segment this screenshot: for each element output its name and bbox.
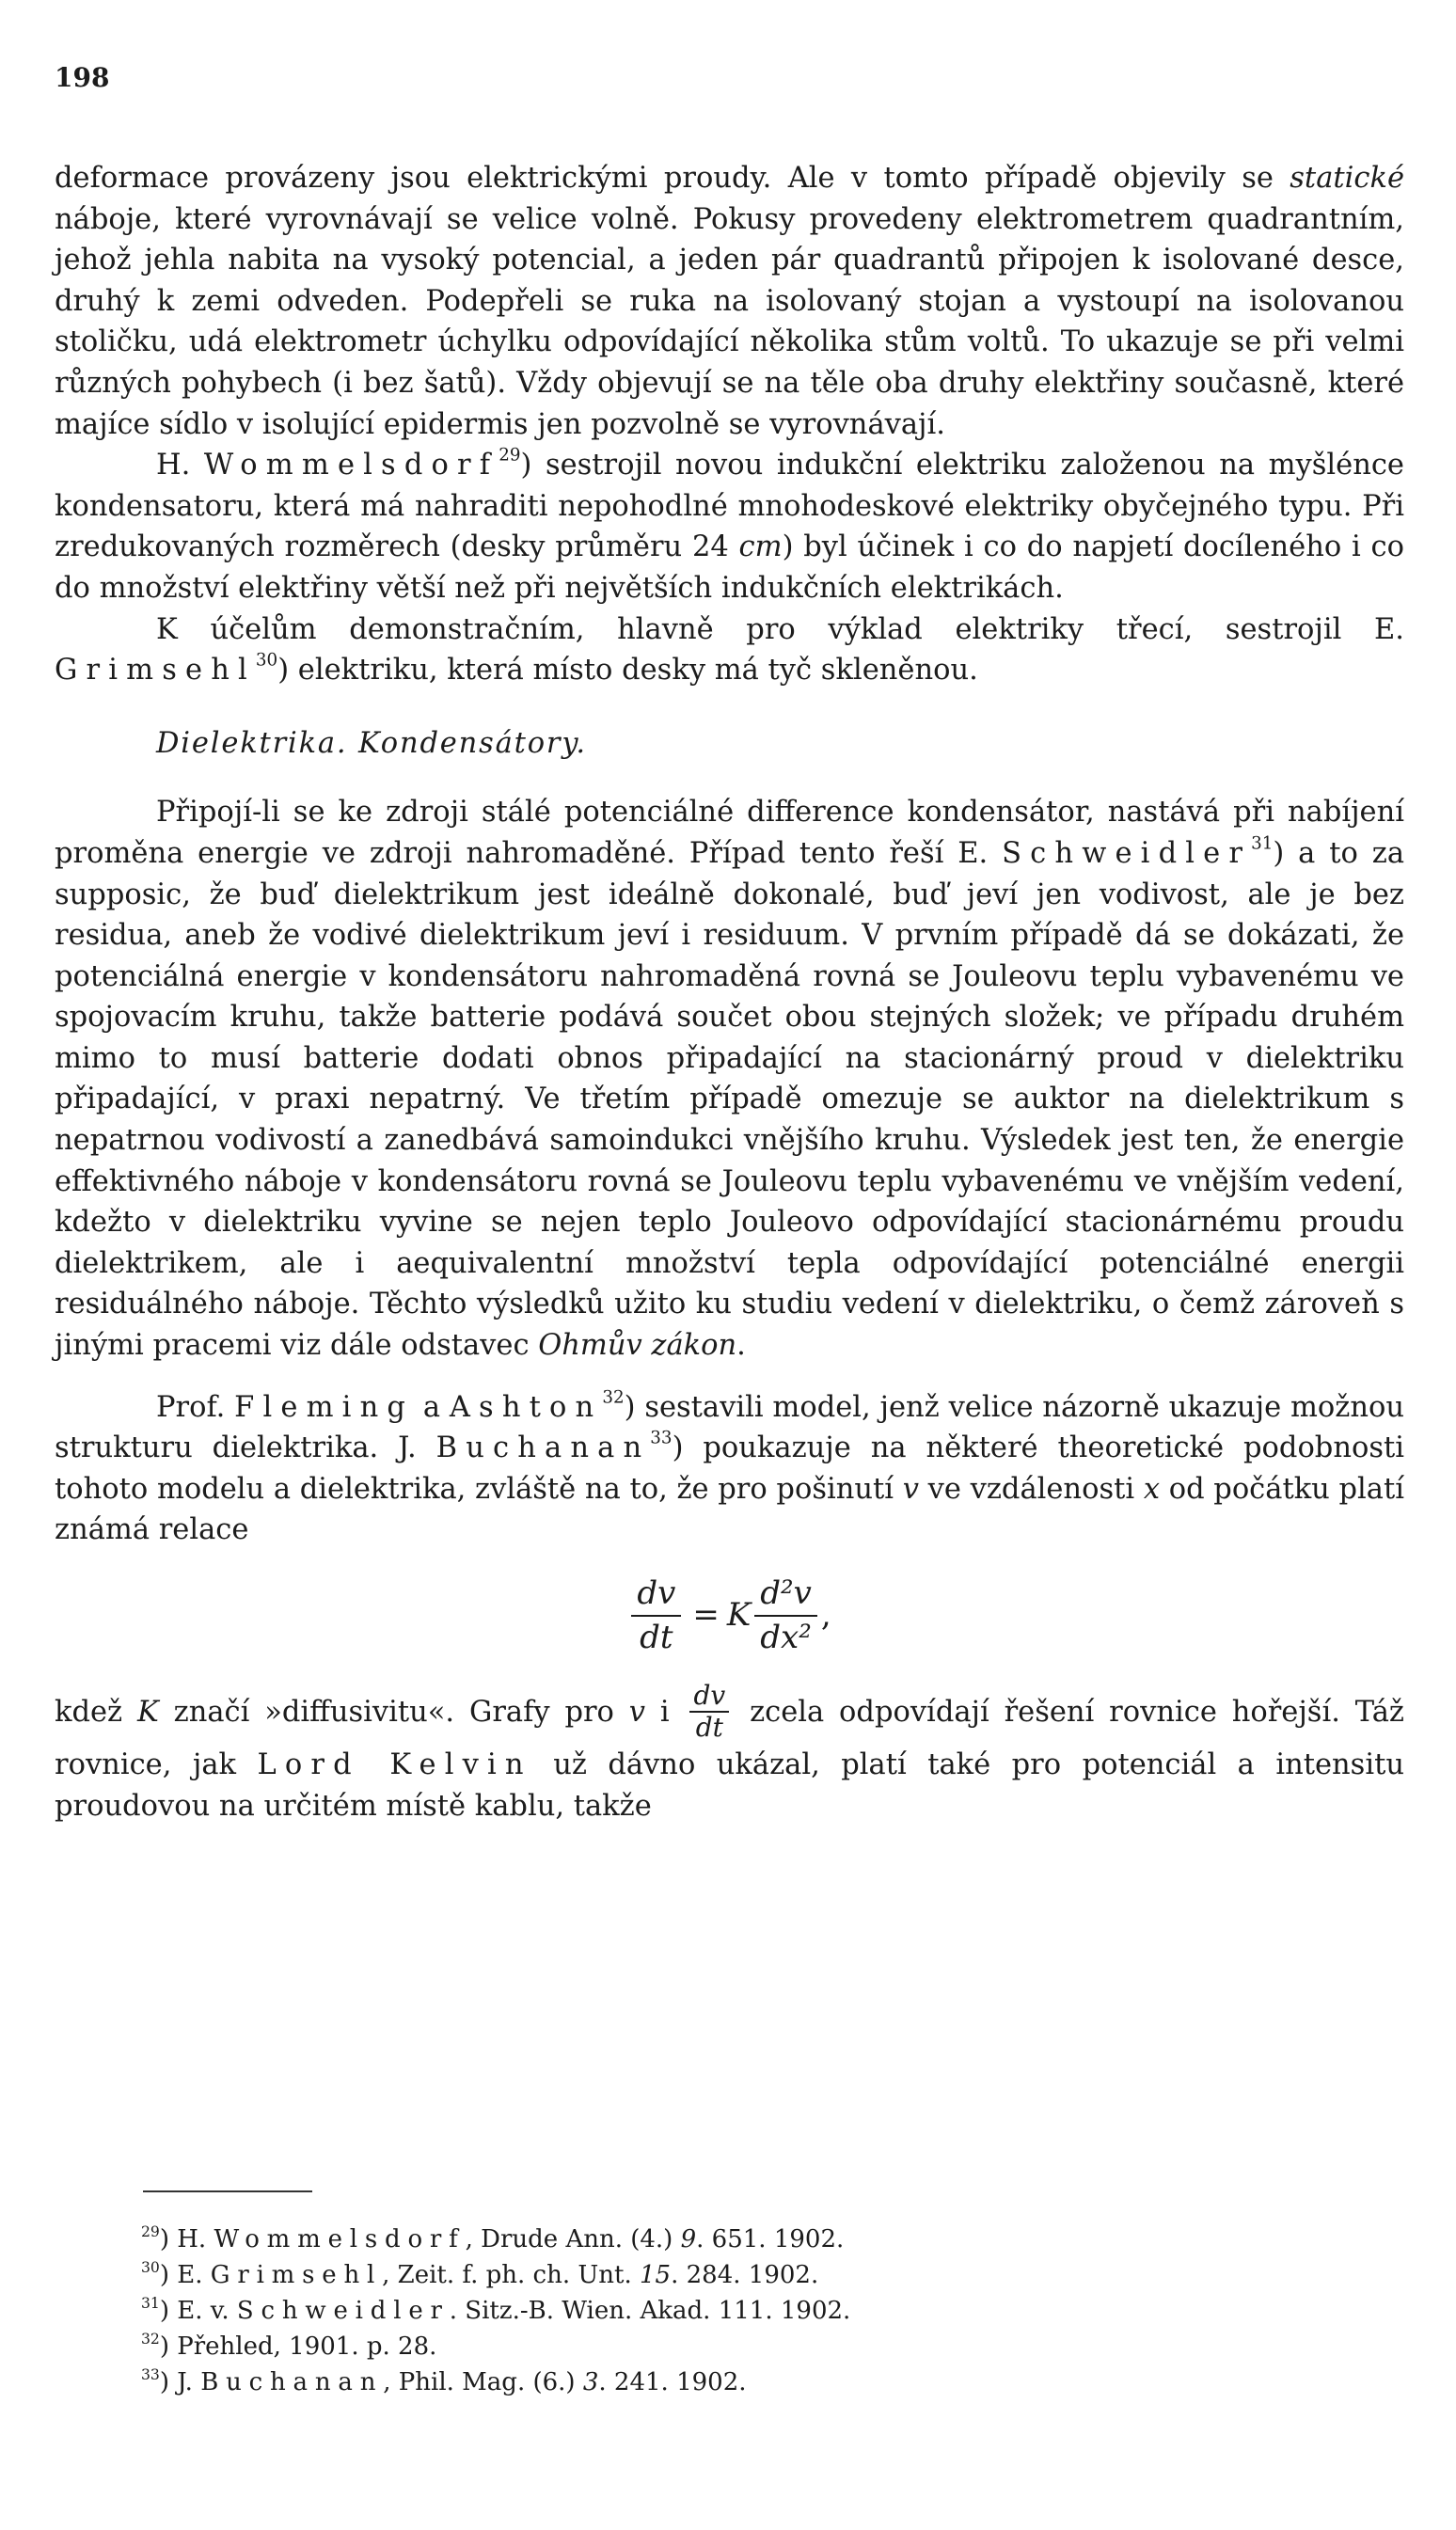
- text: ) sestrojil novou indukční elektriku založenou na myšlénce kondensatoru, která má nahraditi nepohodlné mnohodeskové elektriky obyčejného typu. Při zredukovaných rozměrech (desky průměru 24: [55, 449, 1404, 564]
- text: ve vzdálenosti: [918, 1472, 1144, 1506]
- text: a: [414, 1390, 450, 1424]
- text: .: [736, 1329, 746, 1363]
- footnotes: [141, 2222, 1364, 2400]
- equals-sign: =: [692, 1596, 720, 1635]
- rhs-fraction: [754, 1573, 817, 1656]
- text: deformace provázeny jsou elektrickými proudy. Ale v tomto případě objevily se: [55, 162, 1290, 195]
- numerator: dv: [689, 1681, 729, 1713]
- numerator: dv: [631, 1576, 681, 1617]
- author-name: Fleming: [234, 1390, 415, 1424]
- text: H.: [156, 449, 204, 482]
- text: ) E. v.: [159, 2297, 237, 2325]
- author-name: Grimsehl: [210, 2261, 383, 2289]
- footnote-mark: 32: [141, 2331, 160, 2348]
- author-name: Buchanan: [435, 1431, 651, 1465]
- text: Prof.: [156, 1390, 235, 1424]
- variable: x: [1143, 1472, 1161, 1506]
- text: , Zeit. f. ph. ch. Unt.: [382, 2261, 641, 2289]
- footnote: [141, 2364, 1364, 2400]
- lhs-fraction: [631, 1573, 681, 1656]
- author-name: Schweidler: [236, 2297, 450, 2325]
- unit: cm: [738, 530, 783, 564]
- body-text: [55, 158, 1404, 1827]
- footnote: [141, 2222, 1364, 2257]
- paragraph-5: [55, 1387, 1404, 1551]
- text: . 651. 1902.: [696, 2225, 845, 2253]
- coefficient: K: [726, 1596, 752, 1635]
- text: ) J.: [159, 2368, 201, 2396]
- variable: v: [628, 1696, 646, 1730]
- text: , Drude Ann. (4.): [465, 2225, 681, 2253]
- page-number: 198: [55, 62, 110, 93]
- author-name: Wommelsdorf: [203, 449, 499, 482]
- denominator: dt: [695, 1712, 723, 1744]
- section-reference: Ohmův zákon: [538, 1329, 737, 1363]
- text: ) E.: [159, 2261, 211, 2289]
- footnote-ref: 30: [255, 650, 278, 671]
- denominator: dt: [640, 1619, 673, 1656]
- text: ) a to za supposic, že buď dielektrikum jest ideálně dokonalé, buď jeví jen vodivost, ale je bez residua, aneb že vodivé dielektrikum jeví i residuum. V prvním případě dá se dokázati, že potenciálná energie v kondensátoru nahromaděná rovná se Jouleovu teplu vybavenému ve spojovacím kruhu, takže batterie podává součet obou stejných složek; ve případu druhém mimo to musí batterie dodati obnos připadající na stacionárný proud v dielektriku připadající, v praxi nepatrný. Ve třetím případě omezuje se auktor na dielektrikum s nepatrnou vodivostí a zanedbává samoindukci vnějšího kruhu. Výsledek jest ten, že energie effektivného náboje v kondensátoru rovná se Jouleovu teplu vybavenému ve vnějším vedení, kdežto v dielektriku vyvine se nejen teplo Jouleovo odpovídající stacionárnému proudu dielektrikem, ale i aequivalentní množství tepla odpovídající potenciálné energii residuálného náboje. Těchto výsledků užito ku studiu vedení v dielektriku, o čemž zároveň s jinými pracemi viz dále odstavec: [55, 836, 1404, 1363]
- emphasis: statické: [1290, 162, 1404, 195]
- text: ) byl účinek i co do napjetí docíleného i co do množství elektřiny větší než při největších indukčních elektrikách.: [55, 530, 1404, 605]
- text: ) elektriku, která místo desky má tyč skleněnou.: [277, 654, 978, 688]
- footnote-mark: 30: [141, 2259, 160, 2277]
- text: , Phil. Mag. (6.): [383, 2368, 583, 2396]
- section-heading: Dielektrika. Kondensátory.: [156, 726, 587, 760]
- variable: v: [902, 1472, 919, 1506]
- author-name: Ashton: [449, 1390, 603, 1424]
- footnote-mark: 31: [141, 2295, 160, 2313]
- author-name: Wommelsdorf: [214, 2225, 466, 2253]
- footnote-ref: 29: [499, 445, 521, 466]
- volume: 15: [640, 2261, 672, 2289]
- text: ) H.: [159, 2225, 214, 2253]
- author-name: Lord Kelvin: [257, 1748, 532, 1782]
- punctuation: ,: [820, 1596, 831, 1635]
- footnote-mark: 33: [141, 2366, 160, 2384]
- footnote: [141, 2293, 1364, 2329]
- variable: K: [136, 1696, 159, 1730]
- author-name: Buchanan: [200, 2368, 384, 2396]
- volume: 3: [582, 2368, 599, 2396]
- paragraph-2: [55, 445, 1404, 609]
- text: K účelům demonstračním, hlavně pro výklad elektriky třecí, sestrojil E.: [156, 612, 1404, 646]
- denominator: dx²: [760, 1619, 812, 1656]
- author-name: Schweidler: [1002, 836, 1252, 870]
- footnote-mark: 29: [141, 2223, 160, 2241]
- text: ) Přehled, 1901. p. 28.: [159, 2332, 437, 2361]
- text: . 284. 1902.: [671, 2261, 819, 2289]
- text: už dávno ukázal, platí také pro potenciál a intensitu proudovou na určitém místě kablu, takže: [55, 1748, 1404, 1823]
- text: ) sestavili model, jenž velice názorně ukazuje možnou strukturu dielektrika. J.: [55, 1390, 1404, 1465]
- diffusion-equation: [55, 1555, 1404, 1677]
- paragraph-3: [55, 609, 1404, 691]
- text: náboje, které vyrovnávají se velice volně. Pokusy provedeny elektrometrem quadrantním, jehož jehla nabita na vysoký potencial, a jeden pár quadrantů připojen k isolované desce, druhý k zemi odveden. Podepřeli se ruka na isolovaný stojan a vystoupí na isolovanou stoličku, udá elektrometr úchylku odpovídající několika stům voltů. To ukazuje se při velmi různých pohybech (i bez šatů). Vždy objevují se na těle oba druhy elektřiny současně, které majíce sídlo v isolující epidermis jen pozvolně se vyrovnávají.: [55, 202, 1404, 441]
- text: zcela odpovídají řešení rovnice hořejší. Táž rovnice, jak: [55, 1696, 1404, 1782]
- footnote-ref: 31: [1251, 833, 1274, 854]
- author-name: Grimsehl: [55, 654, 256, 688]
- inline-fraction: [689, 1681, 729, 1743]
- text: od počátku platí známá relace: [55, 1472, 1404, 1547]
- text: kdež: [55, 1696, 137, 1730]
- footnote-ref: 33: [650, 1428, 673, 1448]
- volume: 9: [680, 2225, 697, 2253]
- text: . Sitz.-B. Wien. Akad. 111. 1902.: [449, 2297, 851, 2325]
- footnote-separator: [143, 2190, 312, 2192]
- text: . 241. 1902.: [598, 2368, 747, 2396]
- footnote-ref: 32: [602, 1387, 625, 1407]
- text: i: [645, 1696, 685, 1730]
- footnote: [141, 2257, 1364, 2293]
- numerator: d²v: [754, 1576, 817, 1617]
- text: ) poukazuje na některé theoretické podobnosti tohoto modelu a dielektrika, zvláště na to, že pro pošinutí: [55, 1431, 1404, 1506]
- footnote: [141, 2329, 1364, 2364]
- text: značí »diffusivitu«. Grafy pro: [158, 1696, 629, 1730]
- paragraph-1: [55, 158, 1404, 445]
- text: Připojí-li se ke zdroji stálé potenciálné difference kondensátor, nastává při nabíjení proměna energie ve zdroji nahromaděné. Případ tento řeší E.: [55, 796, 1404, 870]
- paragraph-6: [55, 1680, 1404, 1827]
- paragraph-4: [55, 792, 1404, 1366]
